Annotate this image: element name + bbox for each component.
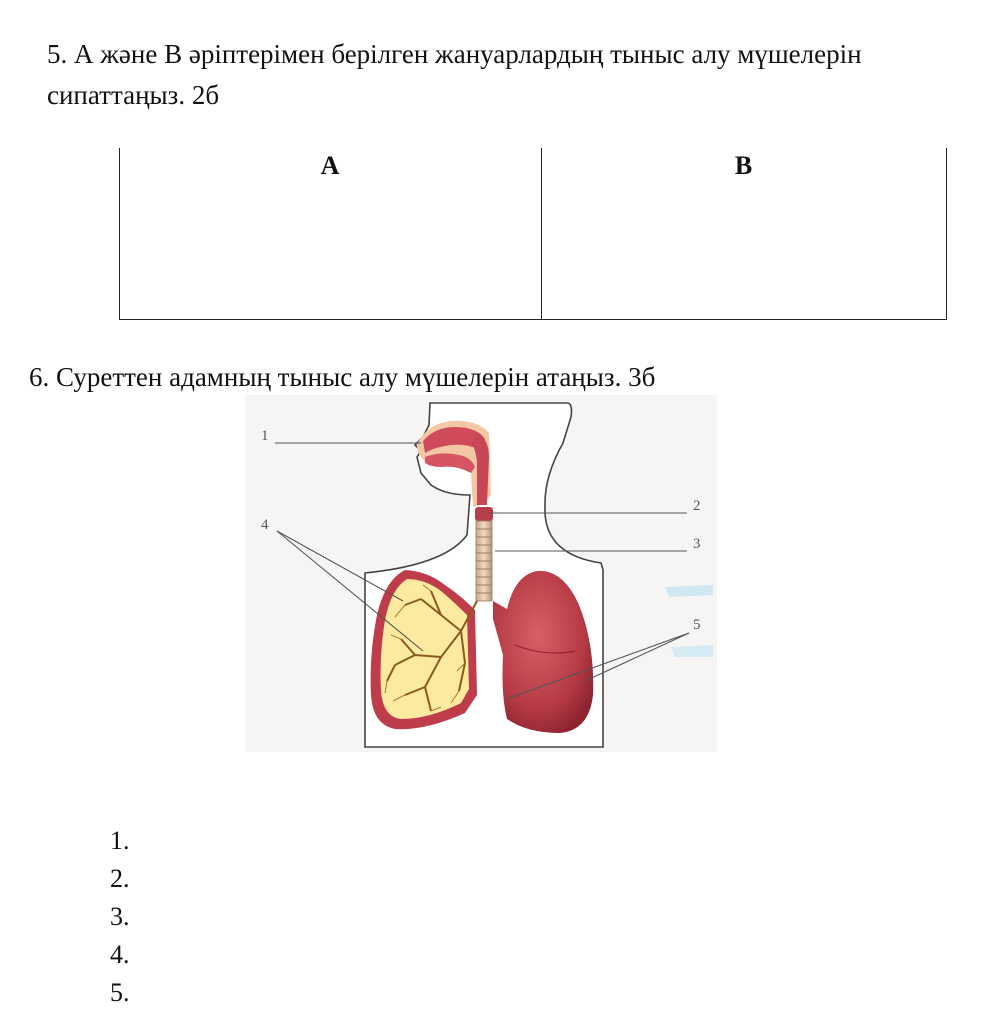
respiratory-system-figure [245, 395, 717, 752]
blue-mark-2 [671, 645, 713, 657]
table-border-bottom [119, 319, 947, 320]
question-6-text: 6. Суреттен адамның тыныс алу мүшелерін атаңыз. 3б [29, 362, 656, 392]
figure-label-3: 3 [693, 536, 701, 552]
figure-label-1: 1 [261, 428, 269, 444]
respiratory-diagram [245, 395, 717, 752]
table-header-a: А [320, 151, 340, 180]
question-5-text: 5. А және В әріптерімен берілген жануарлардың тыныс алу мүшелерін сипаттаңыз. 2б [47, 39, 862, 110]
figure-label-4: 4 [261, 517, 269, 533]
table-cell-a[interactable] [120, 184, 541, 319]
table-cell-b[interactable] [542, 184, 946, 319]
answer-item-4[interactable]: 4. [110, 940, 130, 969]
answer-item-2[interactable]: 2. [110, 864, 130, 893]
answer-item-1[interactable]: 1. [110, 826, 130, 855]
figure-label-5: 5 [693, 617, 701, 633]
table-header-b: В [734, 151, 753, 180]
answer-item-3[interactable]: 3. [110, 902, 130, 931]
answer-list [110, 822, 130, 1012]
answer-table [119, 148, 947, 320]
blue-mark-1 [665, 585, 713, 597]
answer-item-5[interactable]: 5. [110, 978, 130, 1007]
table-border-right [946, 148, 947, 320]
larynx-shape [475, 507, 493, 521]
figure-label-2: 2 [693, 498, 701, 514]
